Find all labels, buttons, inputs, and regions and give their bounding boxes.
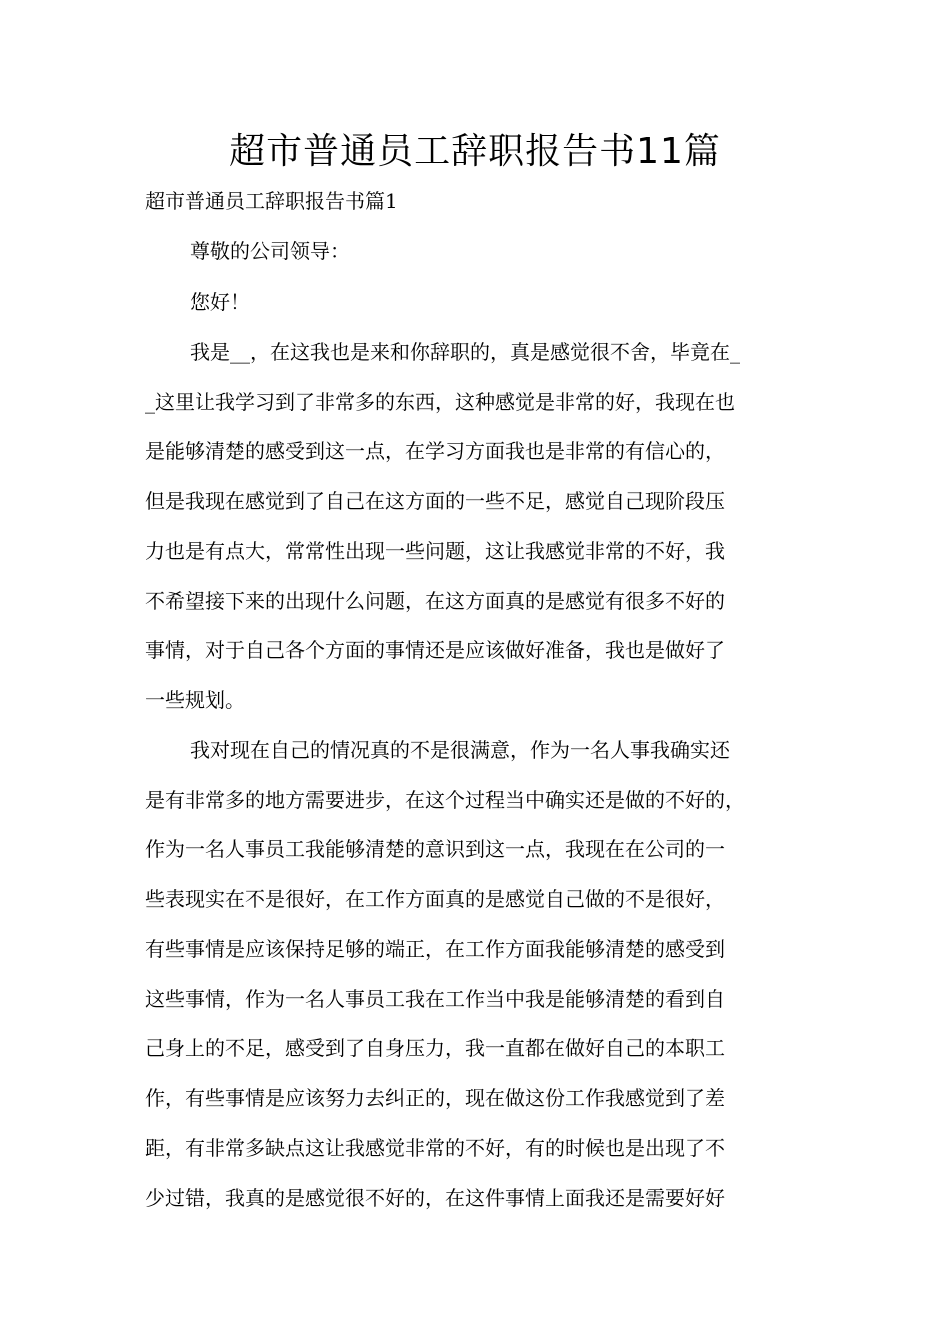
section-heading: 超市普通员工辞职报告书篇1 [145,189,398,213]
paragraph-2-line: 有些事情是应该保持足够的端正，在工作方面我能够清楚的感受到 [145,937,725,961]
paragraph-1-line: 但是我现在感觉到了自己在这方面的一些不足，感觉自己现阶段压 [145,489,725,513]
paragraph-2-line: 些表现实在不是很好，在工作方面真的是感觉自己做的不是很好， [145,887,725,911]
paragraph-1-line: 事情，对于自己各个方面的事情还是应该做好准备，我也是做好了 [145,638,725,662]
paragraph-1-line: _这里让我学习到了非常多的东西，这种感觉是非常的好，我现在也 [145,390,735,414]
paragraph-1-line: 我是__，在这我也是来和你辞职的，真是感觉很不舍，毕竟在_ [190,340,740,364]
greeting: 尊敬的公司领导： [190,239,350,263]
paragraph-2-line: 我对现在自己的情况真的不是很满意，作为一名人事我确实还 [190,738,730,762]
paragraph-2-line: 己身上的不足，感受到了自身压力，我一直都在做好自己的本职工 [145,1036,725,1060]
paragraph-2-line: 是有非常多的地方需要进步，在这个过程当中确实还是做的不好的， [145,788,745,812]
document-title: 超市普通员工辞职报告书11篇 [229,131,721,172]
paragraph-2-line: 这些事情，作为一名人事员工我在工作当中我是能够清楚的看到自 [145,987,725,1011]
paragraph-1-line: 一些规划。 [145,688,245,712]
paragraph-1-line: 不希望接下来的出现什么问题，在这方面真的是感觉有很多不好的 [145,589,725,613]
paragraph-1-line: 力也是有点大，常常性出现一些问题，这让我感觉非常的不好，我 [145,539,725,563]
paragraph-2-line: 少过错，我真的是感觉很不好的，在这件事情上面我还是需要好好 [145,1186,725,1210]
paragraph-2-line: 距，有非常多缺点这让我感觉非常的不好，有的时候也是出现了不 [145,1136,725,1160]
paragraph-2-line: 作为一名人事员工我能够清楚的意识到这一点，我现在在公司的一 [145,837,725,861]
salutation: 您好！ [190,290,250,314]
paragraph-1-line: 是能够清楚的感受到这一点，在学习方面我也是非常的有信心的， [145,439,725,463]
paragraph-2-line: 作，有些事情是应该努力去纠正的，现在做这份工作我感觉到了差 [145,1086,725,1110]
